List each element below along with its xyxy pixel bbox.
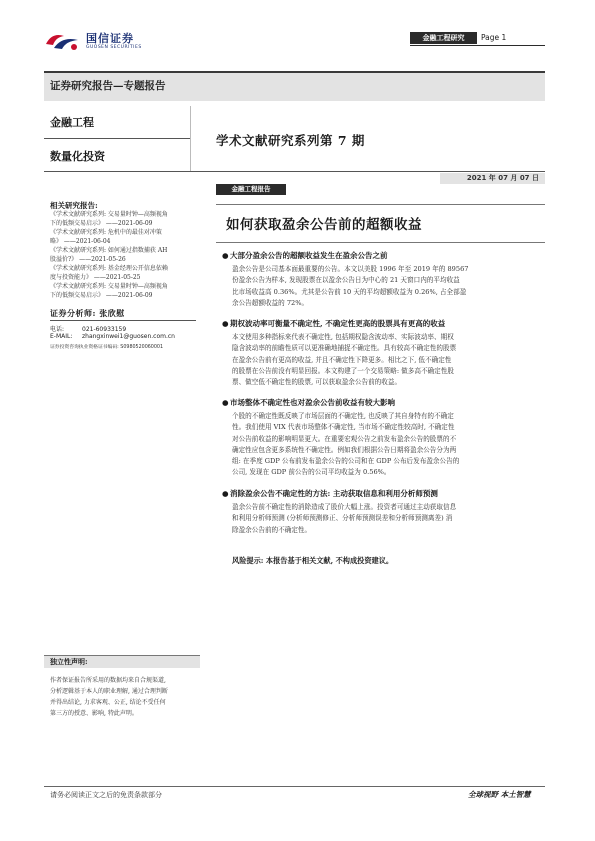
header-category-badge: 金融工程研究: [410, 32, 477, 44]
email-label: E-MAIL:: [50, 333, 73, 340]
related-report-line[interactable]: 《学术文献研究系列: 危机中的最佳对冲策: [50, 229, 162, 236]
related-report-line[interactable]: 下的低频交易启示》 ——2021-06-09: [50, 220, 153, 227]
company-slogan: 全球视野 本土智慧: [468, 790, 531, 799]
bullet-paragraph: 个股的不确定性既反映了市场层面的不确定性, 也反映了其自身特有的不确定 性。我们使用 VIX 代表市场整体不确定性, 当市场不确定性较高时, 不确定性 对公告前收益的影响明显更大。在重要宏观公告之前发布盈余公告的股票的不 确定性应包含更多系统性不确定性。例如我们根据公告日期将盈余公告分为两 组: 在季度 GDP 公布前发布盈余公告的公司和在 GDP 公布后发布盈余公告的 公司, 发现在 GDP 前公告的公司平均收益为 0.56%。: [232, 412, 460, 477]
analyst-heading: 证券分析师: 张欣慰: [50, 308, 125, 318]
independence-text: 作者保证报告所采用的数据均来自合规渠道, 分析逻辑基于本人的职业理解, 通过合理判断 并得出结论, 力求客观、公正, 结论不受任何 第三方的授意、影响, 特此声明。: [50, 677, 168, 717]
section-divider: [44, 138, 190, 139]
related-report-line[interactable]: 股溢价?》 ——2021-05-26: [50, 256, 126, 263]
disclaimer-note: 请务必阅读正文之后的免责条款部分: [50, 791, 162, 799]
analyst-divider: [50, 320, 196, 321]
series-title: 学术文献研究系列第 7 期: [216, 133, 365, 148]
report-tag: 金融工程报告: [216, 184, 286, 195]
related-report-line[interactable]: 《学术文献研究系列: 交易量时钟—高频视角: [50, 211, 168, 218]
logo-name-en: GUOSEN SECURITIES: [86, 45, 142, 50]
related-report-line[interactable]: 略》 ——2021-06-04: [50, 238, 111, 245]
report-type: 证券研究报告—专题报告: [50, 80, 166, 92]
phone-value: 021-60933159: [82, 326, 127, 333]
analyst-email-row: [50, 333, 175, 340]
analyst-certificate: 证券投资咨询执业资格证书编码: S0980520060001: [50, 345, 164, 350]
section-finance-engineering: 金融工程: [50, 116, 94, 129]
header-divider: [410, 45, 545, 46]
related-report-line[interactable]: 度与投资能力》 ——2021-05-25: [50, 274, 141, 281]
independence-heading: 独立性声明:: [44, 656, 200, 668]
risk-warning: 风险提示: 本报告基于相关文献, 不构成投资建议。: [232, 556, 394, 565]
title-divider: [44, 171, 545, 172]
bullet-heading: ●消除盈余公告不确定性的方法: 主动获取信息和利用分析师预测: [222, 489, 438, 498]
vertical-divider: [190, 106, 191, 172]
page-number: Page 1: [481, 33, 507, 42]
email-link[interactable]: zhangxinwei1@guosen.com.cn: [82, 333, 175, 340]
bullet-paragraph: 盈余公告是公司基本面最重要的公告。本文以美股 1996 年至 2019 年的 89567 份盈余公告为样本, 发现股票在以盈余公告日为中心的 21 天窗口内的平均收益 比市场收益高 0.36%。尤其是公告前 10 天的平均超额收益为 0.26%, 占全部盈 余公告超额收益的 72%。: [232, 265, 469, 307]
bullet-heading: ●市场整体不确定性也对盈余公告前收益有较大影响: [222, 398, 395, 407]
analyst-phone-row: [50, 324, 126, 333]
logo-name: 国信证券: [86, 32, 134, 45]
related-report-line[interactable]: 《学术文献研究系列: 基金经理公开信息依赖: [50, 265, 168, 272]
bullet-paragraph: 本文使用多种指标来代表不确定性, 包括期权隐含波动率、实际波动率、期权 隐含波动率的前瞻性质可以更准确地捕捉不确定性。具有较高不确定性的股票 在盈余公告前有更高的收益, 并且不确定性下降更多。相比之下, 低不确定性 的股票在公告前没有明显回报。本文构建了一个交易策略: 做多高不确定性股 票、做空低不确定性的股票, 可以获取盈余公告前的收益。: [232, 333, 457, 387]
footer-divider: [44, 786, 545, 787]
bullet-heading: ●大部分盈余公告的超额收益发生在盈余公告之前: [222, 251, 388, 260]
phone-label: 电话:: [50, 326, 65, 333]
related-report-line[interactable]: 下的低频交易启示》 ——2021-06-09: [50, 292, 153, 299]
report-date: 2021 年 07 月 07 日: [440, 173, 545, 184]
related-report-line[interactable]: 《学术文献研究系列: 如何通过指数捕获 AH: [50, 247, 168, 254]
related-reports-heading: 相关研究报告:: [50, 201, 98, 210]
bullet-heading: ●期权波动率可衡量不确定性, 不确定性更高的股票具有更高的收益: [222, 319, 446, 328]
related-report-line[interactable]: 《学术文献研究系列: 交易量时钟—高频视角: [50, 283, 168, 290]
report-title: 如何获取盈余公告前的超额收益: [226, 217, 422, 233]
bullet-paragraph: 盈余公告前不确定性的消除造成了股价大幅上涨。投资者可通过主动获取信息 和利用分析师预测 (分析师预测修正、分析师预测误差和分析师预测离差) 消 除盈余公告前的不确定性。: [232, 503, 457, 534]
guosen-logo-icon: [44, 30, 82, 52]
section-quant-investing: 数量化投资: [50, 150, 105, 163]
